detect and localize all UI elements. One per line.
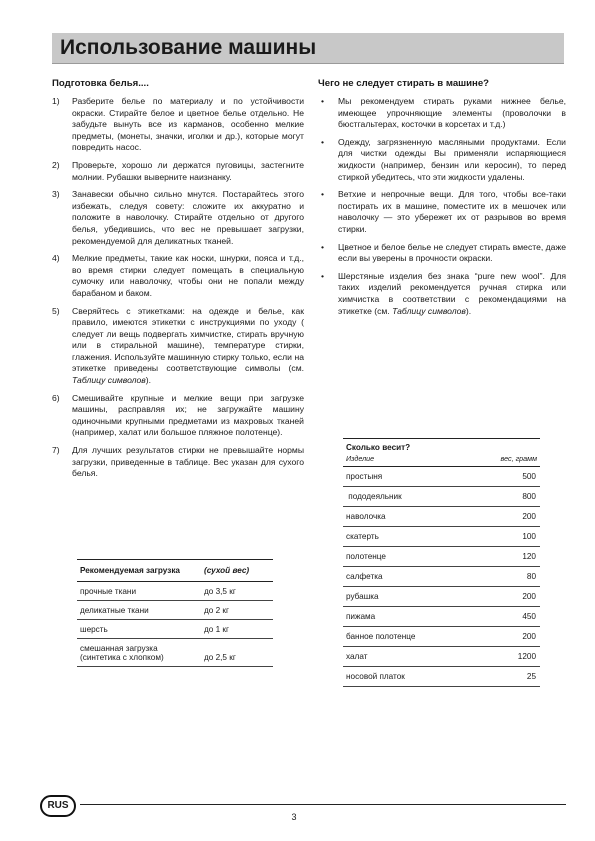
load-weight: до 2 кг (204, 606, 230, 615)
bullet-text-tail: ). (465, 305, 472, 316)
bullet-text: Одежду, загрязненную масляными продуктами. Если для чистки одежды Вы применяли испаряющиеся жидкости (например, бензин или керосин), то перед стиркой убедитесь, что эти жидкости удалены. (338, 136, 566, 182)
symbols-table-ref: Таблицу символов (72, 375, 146, 386)
step-text: Мелкие предметы, такие как носки, шнурки, пояса и т.д., во время стирки следует помещать в специальную сумочку или наволочку, чтобы они не попали между барабаном и баком. (72, 253, 304, 298)
item-weight: 200 (522, 512, 536, 521)
page-title: Использование машины (60, 36, 317, 59)
footer-divider (80, 804, 566, 805)
weight-table-subheader (343, 454, 540, 467)
table-row (343, 467, 540, 487)
step-text-tail: ). (145, 375, 152, 386)
preparation-step (52, 160, 304, 183)
bullet-marker: • (321, 189, 325, 200)
load-fabric: прочные ткани (80, 587, 137, 596)
bullet-marker: • (321, 136, 325, 147)
step-number: 5) (52, 305, 60, 316)
load-weight: до 3,5 кг (204, 587, 236, 596)
not-to-wash-item (318, 271, 566, 317)
table-row (343, 607, 540, 627)
language-badge: RUS (40, 795, 76, 817)
item-weight: 80 (526, 572, 536, 581)
item-weight: 120 (522, 552, 536, 561)
load-header-value: (сухой вес) (204, 566, 250, 575)
item-weight: 25 (526, 672, 536, 681)
weight-col-weight: вес, грамм (500, 454, 537, 463)
weight-col-item: Изделие (346, 454, 375, 463)
preparation-step (52, 253, 304, 299)
item-weight: 200 (522, 592, 536, 601)
preparation-section (52, 78, 304, 486)
item-weight: 500 (522, 472, 536, 481)
load-table-body (77, 582, 273, 667)
item-name: рубашка (346, 592, 379, 601)
step-text: Занавески обычно сильно мнутся. Постарайтесь этого избежать, следуя совету: сложите их аккуратно и положите в наволочку. Стирайте отдельно от другого белья, убедившись, что вес не превышает загрузки, рекомендуемой для деликатных тканей. (72, 189, 304, 246)
not-to-wash-item (318, 137, 566, 183)
preparation-step (52, 306, 304, 387)
table-row (343, 587, 540, 607)
item-weight: 800 (522, 492, 536, 501)
item-name: пижама (346, 612, 376, 621)
item-name: носовой платок (346, 672, 405, 681)
step-text: Для лучших результатов стирки не превышайте нормы загрузки, приведенные в таблице. Вес указан для сухого белья. (72, 445, 304, 479)
page-number: 3 (291, 812, 297, 822)
item-weight: 200 (522, 632, 536, 641)
item-name: скатерть (346, 532, 379, 541)
preparation-step (52, 96, 304, 154)
preparation-step (52, 445, 304, 480)
preparation-title: Подготовка белья.... (52, 78, 149, 89)
preparation-steps (52, 96, 304, 480)
not-to-wash-item (318, 189, 566, 235)
table-row (343, 527, 540, 547)
weight-table (343, 438, 540, 687)
step-text: Смешивайте крупные и мелкие вещи при загрузке машины, расправляя их; не загружайте машину одиночными крупными предметами из махровых тканей (например, халат или большое пляжное полотенце). (72, 392, 304, 438)
not-to-wash-item (318, 242, 566, 265)
table-row (343, 567, 540, 587)
table-row (343, 667, 540, 687)
step-number: 7) (52, 445, 60, 456)
table-row (343, 507, 540, 527)
bullet-marker: • (321, 270, 325, 281)
not-to-wash-list (318, 96, 566, 317)
item-weight: 1200 (517, 652, 536, 661)
bullet-text: Шерстяные изделия без знака “pure new wool”. Для таких изделий рекомендуется ручная стирка или химчистка в соответствии с рекомендациями на этикетке (см. (338, 270, 566, 316)
item-name: банное полотенце (346, 632, 416, 641)
item-name: простыня (346, 472, 383, 481)
item-weight: 100 (522, 532, 536, 541)
not-to-wash-section (318, 78, 566, 323)
table-row (343, 487, 540, 507)
bullet-text: Ветхие и непрочные вещи. Для того, чтобы все-таки постирать их в машине, поместите их в мешочек или наволочку — это убережет их от разрывов во время стирки. (338, 189, 566, 234)
bullet-text: Мы рекомендуем стирать руками нижнее белье, имеющее упрочняющие элементы (проволочки в бюстгальтерах, косточки в корсетах и т.д.) (338, 96, 566, 130)
item-name: пододеяльник (346, 492, 402, 501)
step-text: Сверяйтесь с этикетками: на одежде и белье, как правило, имеются этикетки с инструкциями по уходу ( следует ли вещь подвергать химчистке, стирать вручную или в стиральной машине), температуре стирки, глажения. Используйте машинную стирку только, если на этикетке приведены соответствующие символы (см. (72, 305, 304, 374)
item-name: полотенце (346, 552, 386, 561)
bullet-text: Цветное и белое белье не следует стирать вместе, даже если вы уверены в прочности окраски. (338, 241, 566, 264)
item-name: наволочка (346, 512, 386, 521)
table-row (343, 647, 540, 667)
step-number: 3) (52, 189, 60, 200)
step-text: Проверьте, хорошо ли держатся пуговицы, застегните молнии. Рубашки выверните наизнанку. (72, 159, 304, 182)
weight-table-body (343, 467, 540, 687)
bullet-marker: • (321, 96, 325, 106)
table-row (77, 620, 273, 639)
preparation-step (52, 189, 304, 247)
load-header-label: Рекомендуемая загрузка (80, 566, 180, 575)
load-fabric: деликатные ткани (80, 606, 149, 615)
step-text: Разберите белье по материалу и по устойчивости окраски. Стирайте белое и цветное белье отдельно. Не забудьте вынуть все из карманов, особенно мелкие предметы, (монеты, значки, иголки и др.), которые могут повредить насос. (72, 96, 304, 153)
not-to-wash-item (318, 96, 566, 131)
step-number: 1) (52, 96, 60, 106)
item-weight: 450 (522, 612, 536, 621)
load-weight: до 2,5 кг (204, 653, 236, 662)
table-row (77, 601, 273, 620)
bullet-marker: • (321, 241, 325, 252)
step-number: 4) (52, 253, 60, 264)
load-fabric: шерсть (80, 625, 108, 634)
load-table-header (77, 560, 273, 582)
table-row (77, 582, 273, 601)
title-bar (52, 33, 564, 64)
weight-table-title: Сколько весит? (346, 443, 411, 452)
table-row (77, 639, 273, 667)
step-number: 6) (52, 392, 60, 403)
table-row (343, 547, 540, 567)
recommended-load-table (77, 559, 273, 667)
not-to-wash-title: Чего не следует стирать в машине? (318, 78, 490, 89)
step-number: 2) (52, 159, 60, 170)
item-name: салфетка (346, 572, 383, 581)
load-weight: до 1 кг (204, 625, 230, 634)
table-row (343, 627, 540, 647)
symbols-table-ref: Таблицу символов (392, 305, 466, 316)
item-name: халат (346, 652, 368, 661)
load-fabric: смешанная загрузка (синтетика с хлопком) (80, 644, 164, 662)
preparation-step (52, 393, 304, 439)
